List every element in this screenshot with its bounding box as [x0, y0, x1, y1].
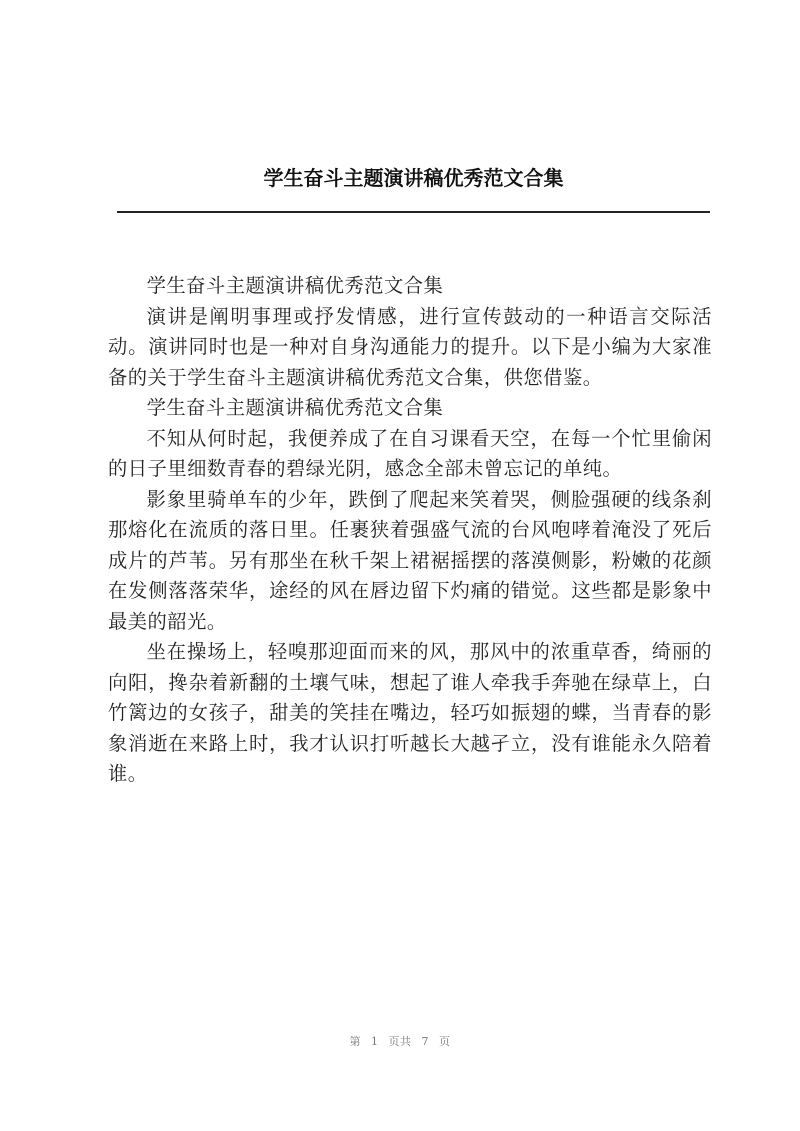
- total-pages-number: 7: [421, 1035, 429, 1048]
- document-header: [117, 150, 710, 214]
- document-title: 学生奋斗主题演讲稿优秀范文合集: [263, 166, 564, 190]
- page-footer: [0, 1033, 800, 1049]
- subtitle-paragraph: 学生奋斗主题演讲稿优秀范文合集: [146, 274, 444, 297]
- body-paragraph: 影象里骑单车的少年，跌倒了爬起来笑着哭，侧脸强硬的线条刹那熔化在流质的落日里。任裹狭着强盛气流的台风咆哮着淹没了死后成片的芦苇。另有那坐在秋千架上裙裾摇摆的落漠侧影，粉嫩的花颜在发侧落落荣华，途经的风在唇边留下灼痛的错觉。这些都是影象中最美的韶光。: [108, 487, 712, 633]
- intro-paragraph: 演讲是阐明事理或抒发情感，进行宣传鼓动的一种语言交际活动。演讲同时也是一种对自身沟通能力的提升。以下是小编为大家准备的关于学生奋斗主题演讲稿优秀范文合集，供您借鉴。: [108, 304, 712, 389]
- section-heading-paragraph: 学生奋斗主题演讲稿优秀范文合集: [146, 396, 444, 419]
- body-paragraph: 坐在操场上，轻嗅那迎面而来的风，那风中的浓重草香，绮丽的向阳，搀杂着新翻的土壤气味，想起了谁人牵我手奔驰在绿草上，白竹篱边的女孩子，甜美的笑挂在嘴边，轻巧如振翅的蝶，当青春的影象消逝在来路上时，我才认识打听越长大越孑立，没有谁能永久陪着谁。: [108, 640, 712, 785]
- document-body: [108, 271, 712, 790]
- footer-prefix: 第: [349, 1035, 361, 1048]
- footer-middle: 页共: [388, 1035, 412, 1048]
- footer-suffix: 页: [439, 1035, 451, 1048]
- body-paragraph: 不知从何时起，我便养成了在自习课看天空，在每一个忙里偷闲的日子里细数青春的碧绿光阴，感念全部未曾忘记的单纯。: [108, 426, 712, 480]
- title-divider: [117, 211, 710, 213]
- current-page-number: 1: [371, 1035, 379, 1048]
